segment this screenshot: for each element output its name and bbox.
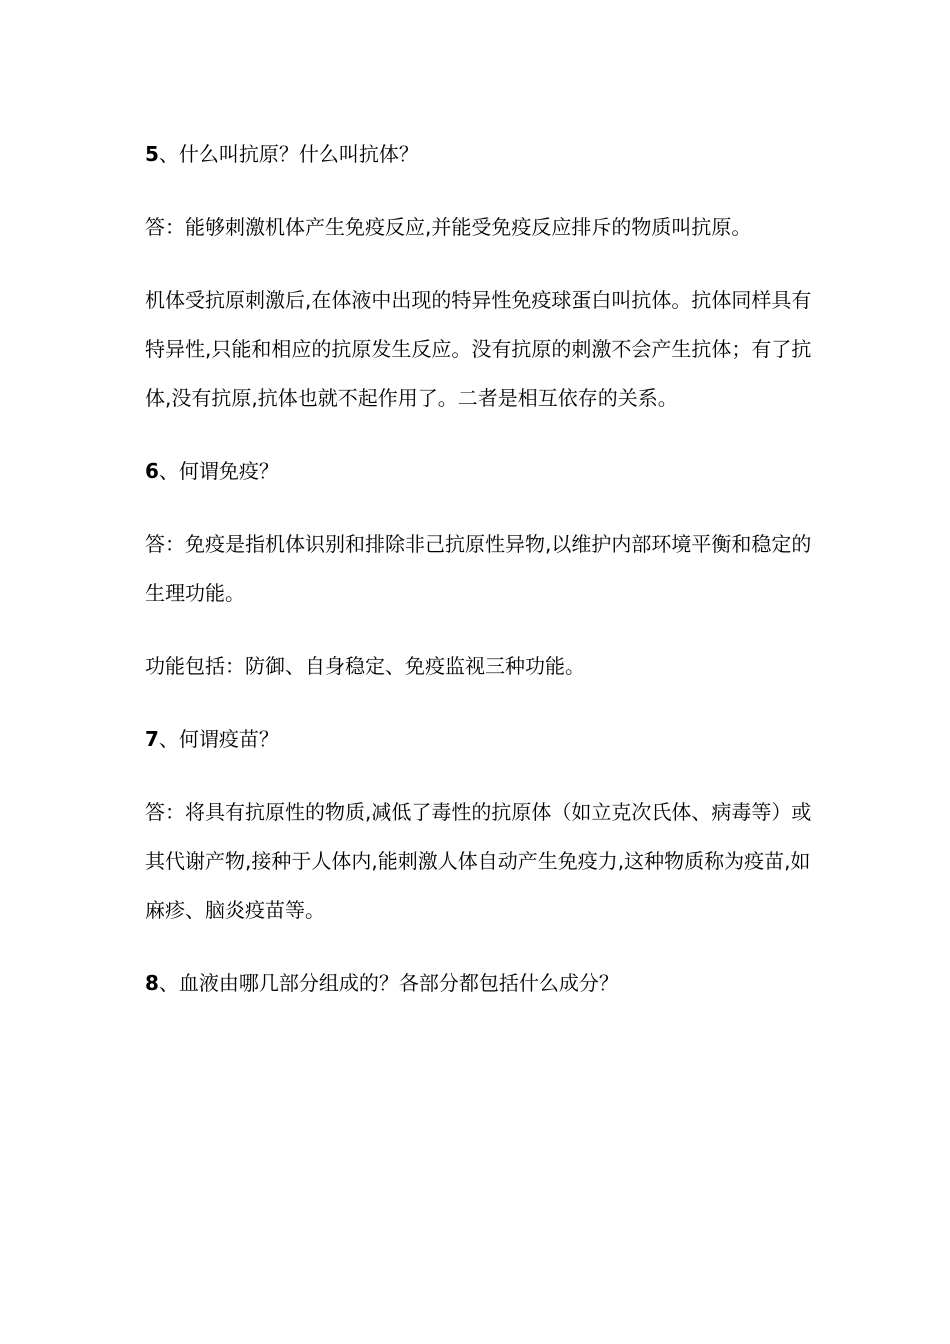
question-number: 6 <box>145 459 159 483</box>
question-text: 、什么叫抗原？什么叫抗体？ <box>158 142 419 166</box>
answer-paragraph: 答：将具有抗原性的物质,减低了毒性的抗原体（如立克次氏体、病毒等）或其代谢产物,接种于人体内,能刺激人体自动产生免疫力,这种物质称为疫苗,如麻疹、脑炎疫苗等。 <box>145 800 812 922</box>
answer-paragraph: 答：能够刺激机体产生免疫反应,并能受免疫反应排斥的物质叫抗原。 <box>145 215 752 239</box>
answer-paragraph: 机体受抗原刺激后,在体液中出现的特异性免疫球蛋白叫抗体。抗体同样具有特异性,只能和相应的抗原发生反应。没有抗原的刺激不会产生抗体；有了抗体,没有抗原,抗体也就不起作用了。二者是相互依存的关系。 <box>145 288 812 410</box>
question-5 <box>145 130 815 179</box>
answer-paragraph: 答：免疫是指机体识别和排除非己抗原性异物,以维护内部环境平衡和稳定的生理功能。 <box>145 532 812 605</box>
question-6 <box>145 447 815 496</box>
question-8 <box>145 959 815 1008</box>
question-number: 8 <box>145 971 159 995</box>
question-7 <box>145 715 815 764</box>
question-text: 、何谓疫苗？ <box>158 727 279 751</box>
answer-paragraph: 功能包括：防御、自身稳定、免疫监视三种功能。 <box>145 654 585 678</box>
question-number: 5 <box>145 142 159 166</box>
document-content <box>145 130 815 1008</box>
question-number: 7 <box>145 727 159 751</box>
question-text: 、血液由哪几部分组成的？各部分都包括什么成分？ <box>158 971 619 995</box>
question-text: 、何谓免疫？ <box>158 459 279 483</box>
